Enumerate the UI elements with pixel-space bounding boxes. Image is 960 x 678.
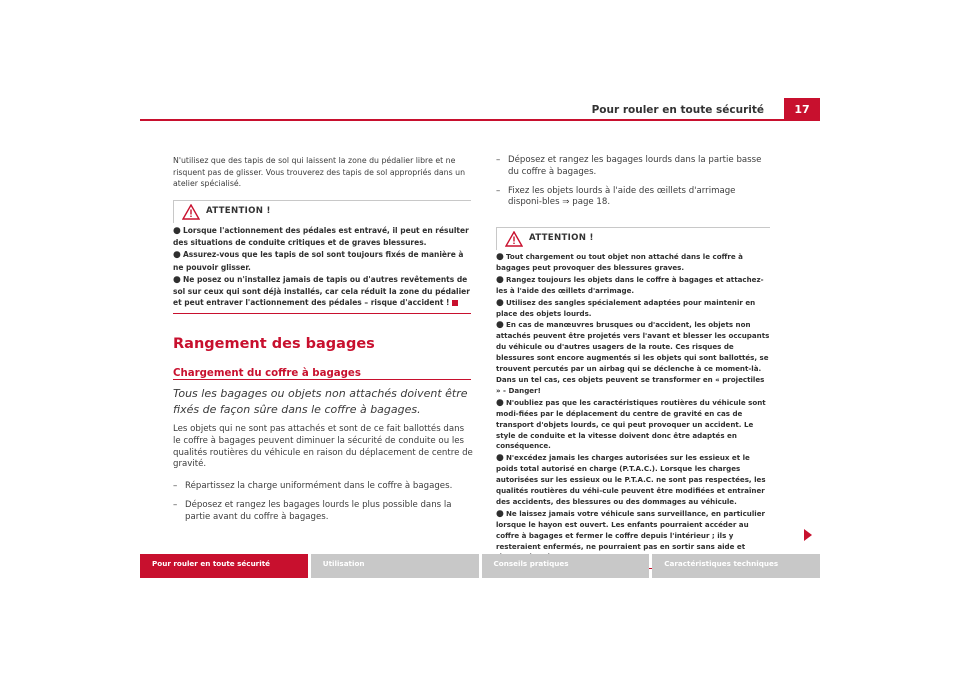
body-paragraph: Les objets qui ne sont pas attachés et sont de ce fait ballottés dans le coffre à bagages peuvent diminuer la sécurité de conduite ou les qualités routières du véhicule en raison du déplacement de centre de gravité.	[173, 424, 473, 470]
warning-body	[496, 250, 770, 568]
subsection-title: Chargement du coffre à bagages	[173, 368, 361, 379]
warning-item: ● Assurez-vous que les tapis de sol sont toujours fixés de manière à ne pouvoir glisser.	[173, 250, 464, 272]
running-header-title: Pour rouler en toute sécurité	[591, 104, 764, 116]
warning-title: ATTENTION !	[206, 206, 271, 216]
warning-header	[496, 227, 770, 250]
warning-triangle-icon	[182, 204, 200, 224]
warning-item: ● En cas de manœuvres brusques ou d'accident, les objets non attachés peuvent être projetés vers l'avant et blesser les occupants du véhicule ou d'autres usagers de la route. Ces risques de blessures sont encore augmentés si les objets qui sont ballottés, se trouvent percutés par un airbag qui se déclenche à ce moment-là. Dans un tel cas, ces objets peuvent se transformer en « projectiles » - Danger!	[496, 320, 770, 395]
end-square-icon	[452, 300, 458, 306]
warning-box-luggage	[496, 227, 770, 569]
warning-title: ATTENTION !	[529, 233, 594, 243]
intro-italic: Tous les bagages ou objets non attachés doivent être fixés de façon sûre dans le coffre à bagages.	[173, 387, 468, 416]
intro-paragraph: N'utilisez que des tapis de sol qui laissent la zone du pédalier libre et ne risquent pas de glisser. Vous trouverez des tapis de sol appropriés dans un atelier spécialisé.	[173, 156, 466, 188]
list-item: – Fixez les objets lourds à l'aide des œillets d'arrimage disponi-bles ⇒ page 18.	[496, 185, 736, 208]
subsection-rule	[173, 379, 471, 380]
warning-item: ● Tout chargement ou tout objet non attaché dans le coffre à bagages peut provoquer des blessures graves.	[496, 252, 743, 272]
list-item: – Répartissez la charge uniformément dans le coffre à bagages.	[173, 481, 453, 491]
warning-item: ● Rangez toujours les objets dans le coffre à bagages et attachez-les à l'aide des œillets d'arrimage.	[496, 274, 764, 295]
warning-header	[173, 200, 471, 223]
footer-tab-specs[interactable]: Caractéristiques techniques	[652, 554, 820, 578]
header-rule	[140, 119, 820, 121]
dash-list-right	[496, 155, 771, 209]
section-title: Rangement des bagages	[173, 336, 375, 352]
warning-box-floor-mats	[173, 200, 471, 314]
dash-list-left	[173, 481, 473, 523]
footer-nav	[140, 554, 820, 578]
warning-item: ● Ne posez ou n'installez jamais de tapis ou d'autres revêtements de sol sur ceux qui sont déjà installés, car cela réduit la zone du pédalier et peut entraver l'actionnement des pédales – risque d'accident !	[173, 274, 470, 308]
footer-tab-safety[interactable]: Pour rouler en toute sécurité	[140, 554, 308, 578]
warning-item: ● Lorsque l'actionnement des pédales est entravé, il peut en résulter des situations de conduite critiques et de graves blessures.	[173, 226, 469, 248]
footer-tab-tips[interactable]: Conseils pratiques	[482, 554, 650, 578]
warning-item: ● N'oubliez pas que les caractéristiques routières du véhicule sont modi-fiées par le déplacement du centre de gravité en cas de transport d'objets lourds, ce qui peut provoquer un accident. Le style de conduite et la vitesse doivent donc être adaptés en conséquence.	[496, 397, 766, 451]
warning-body	[173, 223, 471, 313]
footer-tab-usage[interactable]: Utilisation	[311, 554, 479, 578]
page-number-badge: 17	[784, 98, 820, 120]
list-item: – Déposez et rangez les bagages lourds le plus possible dans la partie avant du coffre à bagages.	[173, 499, 452, 522]
warning-item: ● N'excédez jamais les charges autorisées sur les essieux et le poids total autorisé en charge (P.T.A.C.). Lorsque les charges autorisées sur les essieux ou le P.T.A.C. ne sont pas respectées, les qualités routières du véhi-cule peuvent être modifiées et entraîner des accidents, des blessures ou des dommages au véhicule.	[496, 453, 766, 506]
warning-item: ● Ne laissez jamais votre véhicule sans surveillance, en particulier lorsque le hayon est ouvert. Les enfants pourraient accéder au coffre à bagages et fermer le coffre depuis l'intérieur ; ils y resteraient enfermés, ne pourraient pas en sortir sans aide et	[496, 508, 766, 551]
warning-item: ● Utilisez des sangles spécialement adaptées pour maintenir en place des objets lourds.	[496, 297, 756, 318]
warning-triangle-icon	[505, 231, 523, 251]
continue-arrow-icon	[804, 529, 812, 541]
list-item: – Déposez et rangez les bagages lourds dans la partie basse du coffre à bagages.	[496, 155, 762, 177]
